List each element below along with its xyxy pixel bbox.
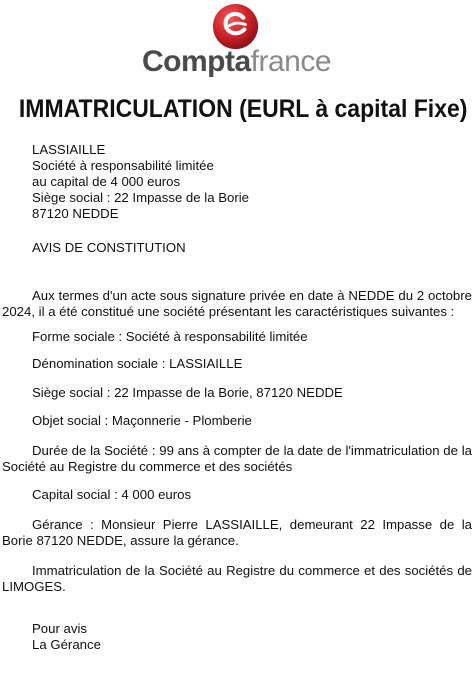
brand-logo: [0, 0, 473, 80]
objet-social: Objet social : Maçonnerie - Plomberie: [32, 413, 252, 428]
duree-text: Durée de la Société : 99 ans à compter de la date de l'immatriculation de la Société au Registre du commerce et des sociétés: [2, 443, 472, 474]
forme-sociale: Forme sociale : Société à responsabilité limitée: [32, 329, 308, 344]
gerance-text: Gérance : Monsieur Pierre LASSIAILLE, demeurant 22 Impasse de la Borie 87120 NEDDE, assure la gérance.: [2, 517, 472, 548]
brand-name: [0, 44, 473, 80]
signature-gerance: La Gérance: [32, 637, 101, 652]
company-form: Société à responsabilité limitée: [32, 158, 214, 173]
immatriculation-text: Immatriculation de la Société au Registre du commerce et des sociétés de LIMOGES.: [2, 563, 472, 594]
brand-name-bold: Compta: [141, 45, 251, 78]
gerance-paragraph: [2, 517, 472, 549]
signature-block: [32, 621, 101, 653]
denomination-sociale: Dénomination sociale : LASSIAILLE: [32, 356, 243, 371]
signature-pour-avis: Pour avis: [32, 621, 87, 636]
company-city: 87120 NEDDE: [32, 206, 119, 221]
company-name: LASSIAILLE: [32, 142, 106, 157]
capital-social: Capital social : 4 000 euros: [32, 487, 192, 502]
siege-social: Siège social : 22 Impasse de la Borie, 87120 NEDDE: [32, 385, 343, 400]
company-header: [32, 142, 249, 222]
intro-text: Aux termes d'un acte sous signature privée en date à NEDDE du 2 octobre 2024, il a été constitué une société présentant les caractéristiques suivantes :: [2, 288, 472, 319]
intro-paragraph: [2, 288, 472, 320]
duree-paragraph: [2, 443, 472, 475]
company-capital: au capital de 4 000 euros: [32, 174, 181, 189]
immatriculation-paragraph: [2, 563, 472, 595]
company-address: Siège social : 22 Impasse de la Borie: [32, 190, 249, 205]
notice-heading: AVIS DE CONSTITUTION: [32, 240, 186, 255]
page-title: IMMATRICULATION (EURL à capital Fixe): [18, 95, 468, 123]
brand-name-light: france: [250, 45, 332, 78]
